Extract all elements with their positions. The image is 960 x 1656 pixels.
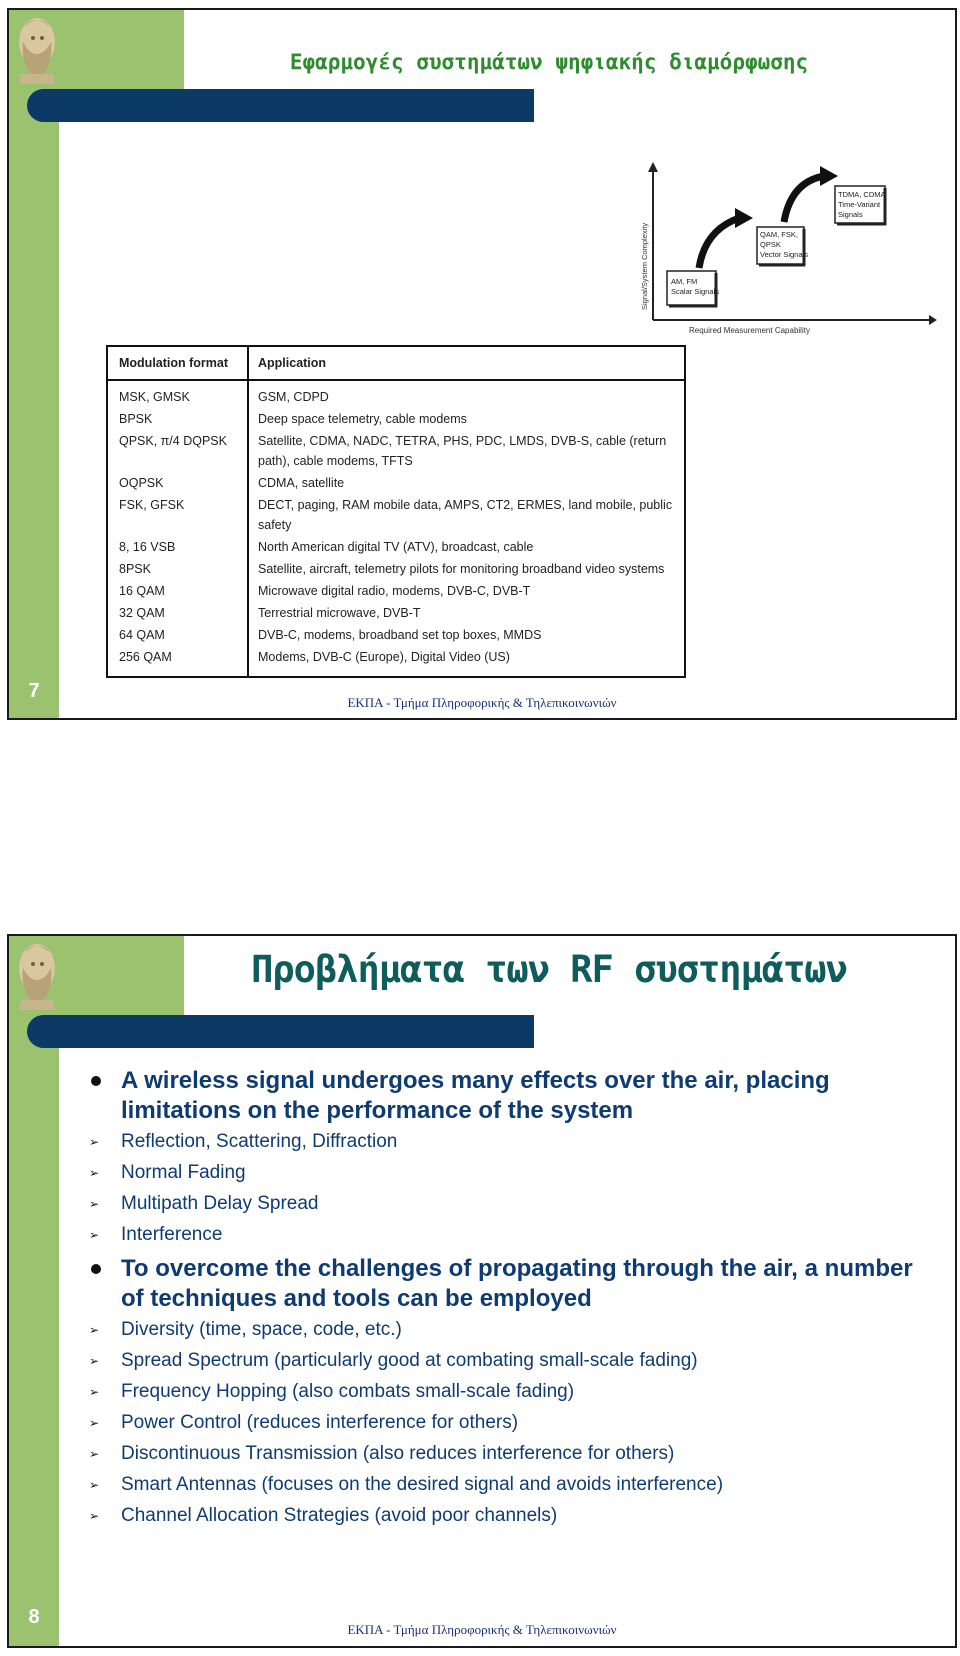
table-cell-application: DVB-C, modems, broadband set top boxes, MMDS [258,628,542,642]
diagram-box-text: Signals [838,210,863,219]
curved-arrow-icon [784,176,824,222]
arrow-bullet-icon [89,1162,99,1185]
table-cell-format: 64 QAM [119,628,165,642]
arrow-bullet-icon [89,1505,99,1528]
arrow-bullet-icon [89,1474,99,1497]
bullet-secondary [87,1411,937,1434]
slide-title: Προβλήματα των RF συστημάτων [251,948,847,991]
bullet-text: Diversity (time, space, code, etc.) [121,1319,402,1340]
table-cell-format: BPSK [119,412,153,426]
bullet-text: Spread Spectrum (particularly good at combating small-scale fading) [121,1350,698,1371]
table-column-divider [247,347,249,676]
title-band [27,1015,534,1048]
bullet-text: Reflection, Scattering, Diffraction [121,1131,398,1152]
slide-footer: ΕΚΠΑ - Τμήμα Πληροφορικής & Τηλεπικοινωνιών [347,1622,617,1637]
slide-title: Εφαρμογές συστημάτων ψηφιακής διαμόρφωσης [289,50,809,74]
table-header-application: Application [258,356,327,370]
bullet-text: A wireless signal undergoes many effects over the air, placing limitations on the performance of the system [121,1067,830,1124]
table-cell-format: MSK, GMSK [119,390,190,404]
diagram-box-text: QPSK [760,240,781,249]
bullet-text: Frequency Hopping (also combats small-scale fading) [121,1381,575,1402]
bullet-text: Discontinuous Transmission (also reduces interference for others) [121,1443,675,1464]
diagram-box-text: TDMA, CDMA [838,190,886,199]
bullet-primary [87,1254,937,1314]
table-cell-application: Satellite, CDMA, NADC, TETRA, PHS, PDC, LMDS, DVB-S, cable (return path), cable modems, TFTS [258,434,667,468]
y-axis-arrow-icon [648,162,658,172]
bullet-text: Normal Fading [121,1162,246,1183]
table-cell-format: FSK, GFSK [119,498,185,512]
bullet-secondary [87,1504,937,1527]
arrow-bullet-icon [89,1193,99,1216]
arrow-bullet-icon [89,1131,99,1154]
x-axis-label: Required Measurement Capability [689,326,810,335]
slide-footer: ΕΚΠΑ - Τμήμα Πληροφορικής & Τηλεπικοινωνιών [347,695,617,710]
bullet-dot-icon [91,1076,101,1086]
bullet-list [87,1066,937,1535]
bullet-text: Multipath Delay Spread [121,1193,319,1214]
bullet-primary [87,1066,937,1126]
title-band [27,89,534,122]
university-crest-icon [11,938,59,1018]
arrow-bullet-icon [89,1319,99,1342]
university-crest-icon [11,12,59,92]
table-cell-application: GSM, CDPD [258,390,329,404]
bullet-secondary [87,1349,937,1372]
y-axis-label: Signal/System Complexity [640,222,649,310]
x-axis-arrow-icon [929,315,937,325]
arrow-bullet-icon [89,1412,99,1435]
bullet-secondary [87,1380,937,1403]
table-header-format: Modulation format [119,356,229,370]
table-cell-format: 8, 16 VSB [119,540,176,554]
diagram-box-text: Time-Variant [838,200,881,209]
slide-8 [7,934,957,1648]
table-cell-application: DECT, paging, RAM mobile data, AMPS, CT2, ERMES, land mobile, public safety [258,498,673,532]
table-cell-application: CDMA, satellite [258,476,345,490]
arrow-bullet-icon [89,1381,99,1404]
table-cell-format: QPSK, π/4 DQPSK [119,434,227,448]
curved-arrow-icon [699,218,739,268]
table-cell-application: North American digital TV (ATV), broadcast, cable [258,540,534,554]
bullet-secondary [87,1192,937,1215]
diagram-box-text: AM, FM [671,277,698,286]
table-cell-format: 8PSK [119,562,151,576]
diagram-box-text: Vector Signals [760,250,808,259]
bullet-secondary [87,1318,937,1341]
table-cell-application: Modems, DVB-C (Europe), Digital Video (US) [258,650,510,664]
table-cell-format: OQPSK [119,476,164,490]
arrow-bullet-icon [89,1350,99,1373]
table-cell-application: Deep space telemetry, cable modems [258,412,467,426]
arrow-bullet-icon [89,1443,99,1466]
table-cell-format: 256 QAM [119,650,172,664]
diagram-box-text: QAM, FSK, [760,230,798,239]
bullet-text: Channel Allocation Strategies (avoid poor channels) [121,1505,558,1526]
bullet-secondary [87,1130,937,1153]
bullet-text: To overcome the challenges of propagating through the air, a number of techniques and tools can be employed [121,1255,913,1312]
bullet-secondary [87,1161,937,1184]
table-cell-format: 32 QAM [119,606,165,620]
bullet-secondary [87,1473,937,1496]
bullet-text: Smart Antennas (focuses on the desired signal and avoids interference) [121,1474,724,1495]
bullet-text: Interference [121,1224,223,1245]
slide-number: 7 [28,680,40,702]
arrow-bullet-icon [89,1224,99,1247]
modulation-table [106,345,686,678]
slide-7 [7,8,957,720]
bullet-dot-icon [91,1264,101,1274]
diagram-box-text: Scalar Signals [671,287,719,296]
table-cell-application: Terrestrial microwave, DVB-T [258,606,421,620]
table-cell-application: Satellite, aircraft, telemetry pilots for monitoring broadband video systems [258,562,665,576]
bullet-secondary [87,1223,937,1246]
bullet-text: Power Control (reduces interference for others) [121,1412,519,1433]
slide-number: 8 [28,1606,40,1628]
table-cell-application: Microwave digital radio, modems, DVB-C, DVB-T [258,584,531,598]
table-cell-format: 16 QAM [119,584,165,598]
signal-complexity-diagram [639,160,939,340]
bullet-secondary [87,1442,937,1465]
